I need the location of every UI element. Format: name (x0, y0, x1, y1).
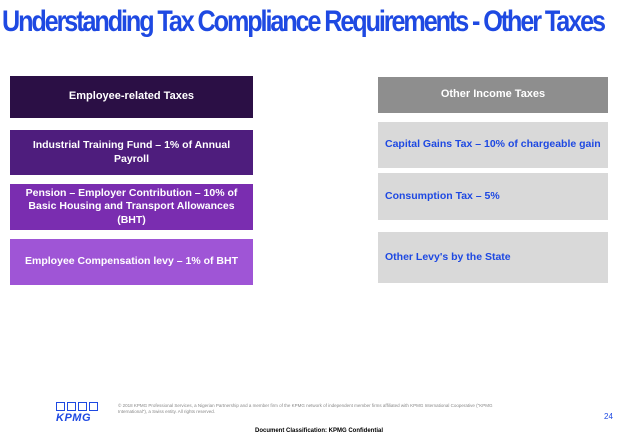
employee-compensation-levy-box: Employee Compensation levy – 1% of BHT (10, 239, 253, 285)
page-number: 24 (604, 412, 613, 421)
pension-contribution-box: Pension – Employer Contribution – 10% of Basic Housing and Transport Allowances (BHT) (10, 184, 253, 230)
capital-gains-tax-box: Capital Gains Tax – 10% of chargeable gain (378, 122, 608, 168)
industrial-training-fund-box: Industrial Training Fund – 1% of Annual Payroll (10, 130, 253, 175)
kpmg-logo (56, 402, 100, 424)
document-classification: Document Classification: KPMG Confidential (254, 428, 383, 434)
other-income-taxes-header: Other Income Taxes (378, 77, 608, 113)
page-title: Understanding Tax Compliance Requirements - Other Taxes (2, 5, 604, 38)
kpmg-logo-text: KPMG (56, 412, 91, 424)
consumption-tax-box: Consumption Tax – 5% (378, 173, 608, 220)
kpmg-logo-icon (56, 402, 100, 411)
other-levies-box: Other Levy's by the State (378, 232, 608, 283)
copyright-text: © 2018 KPMG Professional Services, a Nigerian Partnership and a member firm of the KPMG network of independent member firms affiliated with KPMG International Cooperative ("KPMG International"), a Swiss entity. All rights reserved. (118, 403, 493, 414)
employee-related-taxes-header: Employee-related Taxes (10, 76, 253, 118)
